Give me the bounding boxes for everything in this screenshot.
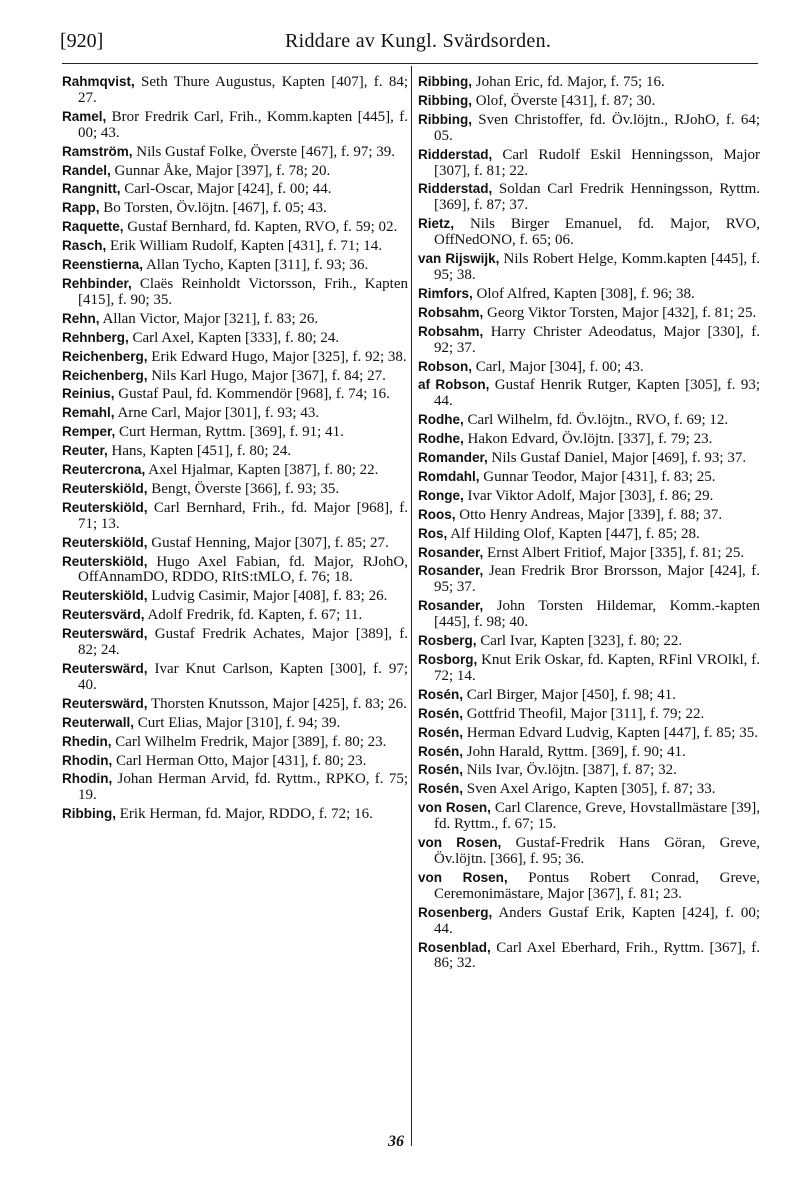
entry-name: Rehnberg, bbox=[62, 329, 129, 345]
entry-name: Remahl, bbox=[62, 405, 115, 421]
entry-details: Carl, Major [304], f. 00; 43. bbox=[472, 358, 644, 375]
register-entry bbox=[62, 181, 408, 198]
entry-details: Nils Gustaf Folke, Överste [467], f. 97; 39. bbox=[132, 143, 395, 160]
entry-details: Olof, Överste [431], f. 87; 30. bbox=[472, 92, 656, 109]
entry-details: Carl Clarence, Greve, Hovstallmästare [39], fd. Ryttm., f. 67; 15. bbox=[434, 800, 760, 833]
entry-name: Reutercrona, bbox=[62, 462, 146, 478]
entry-name: Romander, bbox=[418, 450, 488, 466]
register-entry bbox=[418, 469, 760, 486]
register-entry bbox=[62, 443, 408, 460]
entry-details: Gustaf Fredrik Achates, Major [389], f. 82; 24. bbox=[78, 626, 408, 659]
entry-name: Reuterskiöld, bbox=[62, 553, 148, 569]
entry-name: Reuter, bbox=[62, 443, 108, 459]
entry-details: Thorsten Knutsson, Major [425], f. 83; 26. bbox=[147, 695, 407, 712]
register-entry bbox=[62, 386, 408, 403]
entry-details: Harry Christer Adeodatus, Major [330], f. 92; 37. bbox=[434, 323, 760, 356]
register-entry bbox=[62, 771, 408, 804]
entry-name: Rosén, bbox=[418, 705, 464, 721]
page-header bbox=[60, 30, 756, 60]
entry-name: Ribbing, bbox=[62, 806, 116, 822]
entry-name: Rimfors, bbox=[418, 285, 473, 301]
register-entry bbox=[418, 74, 760, 91]
entry-name: Ribbing, bbox=[418, 92, 472, 108]
register-entry bbox=[418, 181, 760, 214]
entry-details: Carl Wilhelm, fd. Öv.löjtn., RVO, f. 69; 12. bbox=[463, 412, 729, 429]
right-column bbox=[418, 74, 760, 974]
entry-details: John Harald, Ryttm. [369], f. 90; 41. bbox=[463, 743, 686, 760]
entry-name: Romdahl, bbox=[418, 468, 480, 484]
entry-details: Nils Gustaf Daniel, Major [469], f. 93; 37. bbox=[487, 450, 747, 467]
entry-name: Reenstierna, bbox=[62, 257, 144, 273]
entry-name: Reuterswärd, bbox=[62, 695, 148, 711]
entry-details: Adolf Fredrik, fd. Kapten, f. 67; 11. bbox=[144, 607, 363, 624]
register-entry bbox=[418, 488, 760, 505]
register-entry bbox=[62, 200, 408, 217]
register-entry bbox=[62, 405, 408, 422]
entry-name: Rosander, bbox=[418, 563, 484, 579]
entry-details: Bror Fredrik Carl, Frih., Komm.kapten [445], f. 00; 43. bbox=[78, 108, 408, 141]
entry-details: Soldan Carl Fredrik Henningsson, Ryttm. [369], f. 87; 37. bbox=[434, 181, 760, 214]
entry-name: Reinius, bbox=[62, 386, 115, 402]
entry-name: Robsahm, bbox=[418, 304, 484, 320]
entry-name: Reuterskiöld, bbox=[62, 499, 148, 515]
register-entry bbox=[418, 412, 760, 429]
entry-details: Axel Hjalmar, Kapten [387], f. 80; 22. bbox=[145, 462, 379, 479]
entry-name: Ramel, bbox=[62, 108, 107, 124]
entry-name: Rosberg, bbox=[418, 633, 477, 649]
entry-details: Herman Edvard Ludvig, Kapten [447], f. 85; 35. bbox=[463, 724, 758, 741]
entry-name: Reuterskiöld, bbox=[62, 534, 148, 550]
entry-details: Carl Rudolf Eskil Henningsson, Major [307], f. 81; 22. bbox=[434, 146, 760, 179]
register-entry bbox=[418, 324, 760, 357]
entry-name: Rhedin, bbox=[62, 733, 112, 749]
entry-details: Erik Edward Hugo, Major [325], f. 92; 38. bbox=[147, 348, 407, 365]
page-folio: 36 bbox=[388, 1133, 404, 1150]
entry-name: Rodhe, bbox=[418, 431, 464, 447]
entry-name: Rhodin, bbox=[62, 752, 113, 768]
entry-name: Reuterskiöld, bbox=[62, 480, 148, 496]
register-entry bbox=[62, 368, 408, 385]
entry-details: Allan Tycho, Kapten [311], f. 93; 36. bbox=[143, 257, 369, 274]
entry-details: Carl Axel Eberhard, Frih., Ryttm. [367], f. 86; 32. bbox=[434, 939, 760, 972]
entry-details: Ivar Knut Carlson, Kapten [300], f. 97; 40. bbox=[78, 661, 408, 693]
entry-name: van Rijswijk, bbox=[418, 251, 500, 267]
register-entry bbox=[62, 424, 408, 441]
register-entry bbox=[62, 219, 408, 236]
register-entry bbox=[418, 687, 760, 704]
register-entry bbox=[418, 905, 760, 938]
register-entry bbox=[62, 462, 408, 479]
entry-name: Reichenberg, bbox=[62, 367, 148, 383]
entry-details: Gustaf Paul, fd. Kommendör [968], f. 74; 16. bbox=[114, 386, 390, 403]
entry-details: Hakon Edvard, Öv.löjtn. [337], f. 79; 23. bbox=[463, 431, 713, 448]
entry-name: Rosén, bbox=[418, 781, 464, 797]
entry-details: Carl Wilhelm Fredrik, Major [389], f. 80; 23. bbox=[111, 733, 387, 750]
entry-details: Otto Henry Andreas, Major [339], f. 88; 37. bbox=[455, 506, 723, 523]
entry-name: Rhodin, bbox=[62, 771, 113, 787]
entry-details: Gustaf Henning, Major [307], f. 85; 27. bbox=[147, 534, 389, 551]
entry-details: Pontus Robert Conrad, Greve, Ceremonimästare, Major [367], f. 81; 23. bbox=[434, 869, 760, 902]
register-entry bbox=[62, 238, 408, 255]
entry-details: Carl Bernhard, Frih., fd. Major [968], f. 71; 13. bbox=[78, 499, 408, 532]
register-entry bbox=[418, 744, 760, 761]
entry-details: Bengt, Överste [366], f. 93; 35. bbox=[147, 480, 340, 497]
entry-name: Rosén, bbox=[418, 762, 464, 778]
entry-name: Robson, bbox=[418, 358, 472, 374]
register-entry bbox=[418, 286, 760, 303]
entry-name: Rosenberg, bbox=[418, 904, 493, 920]
entry-name: Ramström, bbox=[62, 143, 133, 159]
page-number: [920] bbox=[60, 30, 104, 52]
entry-name: Remper, bbox=[62, 424, 116, 440]
entry-name: Ridderstad, bbox=[418, 146, 493, 162]
header-rule bbox=[62, 63, 758, 64]
register-entry bbox=[418, 633, 760, 650]
register-entry bbox=[418, 652, 760, 685]
entry-name: Robsahm, bbox=[418, 323, 484, 339]
entry-name: Reutersvärd, bbox=[62, 607, 145, 623]
entry-details: Carl Axel, Kapten [333], f. 80; 24. bbox=[128, 329, 340, 346]
entry-name: af Robson, bbox=[418, 377, 490, 393]
entry-details: Carl Birger, Major [450], f. 98; 41. bbox=[463, 686, 676, 703]
entry-details: Erik William Rudolf, Kapten [431], f. 71; 14. bbox=[106, 238, 383, 255]
entry-details: Seth Thure Augustus, Kapten [407], f. 84; 27. bbox=[78, 74, 408, 106]
register-entry bbox=[418, 251, 760, 284]
entry-details: Arne Carl, Major [301], f. 93; 43. bbox=[114, 405, 320, 422]
register-entry bbox=[62, 257, 408, 274]
entry-details: Sven Axel Arigo, Kapten [305], f. 87; 33. bbox=[463, 781, 716, 798]
register-entry bbox=[418, 940, 760, 973]
entry-name: Ridderstad, bbox=[418, 181, 493, 197]
entry-name: Rosén, bbox=[418, 686, 464, 702]
register-entry bbox=[418, 598, 760, 631]
entry-details: Ernst Albert Fritiof, Major [335], f. 81; 25. bbox=[483, 544, 745, 561]
entry-details: Hugo Axel Fabian, fd. Major, RJohO, OffAnnamDO, RDDO, RItS:tMLO, f. 76; 18. bbox=[78, 553, 408, 586]
register-entry bbox=[62, 806, 408, 823]
register-entry bbox=[418, 762, 760, 779]
entry-details: Anders Gustaf Erik, Kapten [424], f. 00; 44. bbox=[434, 904, 760, 937]
entry-name: Raquette, bbox=[62, 219, 124, 235]
entry-details: Olof Alfred, Kapten [308], f. 96; 38. bbox=[472, 285, 695, 302]
entry-details: Curt Elias, Major [310], f. 94; 39. bbox=[134, 714, 341, 731]
page-title: Riddare av Kungl. Svärdsorden. bbox=[285, 30, 552, 52]
register-entry bbox=[418, 526, 760, 543]
entry-details: Gottfrid Theofil, Major [311], f. 79; 22. bbox=[463, 705, 705, 722]
entry-details: Nils Birger Emanuel, fd. Major, RVO, OffNedONO, f. 65; 06. bbox=[434, 216, 760, 249]
entry-details: Gunnar Teodor, Major [431], f. 83; 25. bbox=[479, 468, 716, 485]
entry-name: Rahmqvist, bbox=[62, 74, 135, 89]
entry-name: von Rosen, bbox=[418, 869, 508, 885]
entry-details: Ludvig Casimir, Major [408], f. 83; 26. bbox=[147, 588, 388, 605]
entry-name: Rehbinder, bbox=[62, 275, 132, 291]
entry-details: Gustaf Henrik Rutger, Kapten [305], f. 93; 44. bbox=[434, 377, 761, 410]
entry-name: Reuterwall, bbox=[62, 714, 135, 730]
entry-name: Rosén, bbox=[418, 743, 464, 759]
register-entry bbox=[62, 554, 408, 587]
left-column bbox=[62, 74, 408, 825]
entry-details: Johan Eric, fd. Major, f. 75; 16. bbox=[472, 74, 665, 90]
register-entry bbox=[418, 507, 760, 524]
entry-details: Gunnar Åke, Major [397], f. 78; 20. bbox=[110, 162, 331, 179]
entry-details: Claës Reinholdt Victorsson, Frih., Kapten [415], f. 90; 35. bbox=[78, 275, 408, 308]
register-entry bbox=[62, 74, 408, 107]
entry-details: Jean Fredrik Bror Brorsson, Major [424], f. 95; 37. bbox=[434, 563, 760, 596]
entry-name: Rosander, bbox=[418, 598, 484, 614]
register-entry bbox=[418, 450, 760, 467]
entry-name: von Rosen, bbox=[418, 800, 491, 816]
register-entry bbox=[418, 377, 760, 410]
entry-details: Carl-Oscar, Major [424], f. 00; 44. bbox=[120, 181, 332, 198]
entry-name: Rehn, bbox=[62, 310, 100, 326]
register-entry bbox=[418, 781, 760, 798]
register-entry bbox=[418, 835, 760, 868]
register-entry bbox=[62, 607, 408, 624]
entry-details: Knut Erik Oskar, fd. Kapten, RFinl VROlkl, f. 72; 14. bbox=[434, 652, 760, 684]
register-entry bbox=[418, 359, 760, 376]
entry-details: Alf Hilding Olof, Kapten [447], f. 85; 28. bbox=[447, 525, 700, 542]
register-entry bbox=[62, 535, 408, 552]
entry-details: Bo Torsten, Öv.löjtn. [467], f. 05; 43. bbox=[99, 200, 327, 217]
register-entry bbox=[418, 216, 760, 249]
register-entry bbox=[62, 109, 408, 142]
entry-name: Reuterswärd, bbox=[62, 661, 148, 676]
register-entry bbox=[418, 545, 760, 562]
entry-details: Carl Ivar, Kapten [323], f. 80; 22. bbox=[476, 633, 683, 650]
entry-name: Reichenberg, bbox=[62, 348, 148, 364]
entry-details: Hans, Kapten [451], f. 80; 24. bbox=[107, 443, 292, 460]
register-entry bbox=[62, 753, 408, 770]
entry-name: Rosén, bbox=[418, 724, 464, 740]
register-entry bbox=[418, 305, 760, 322]
register-entry bbox=[418, 93, 760, 110]
register-entry bbox=[62, 661, 408, 694]
register-entry bbox=[62, 500, 408, 533]
register-entry bbox=[62, 696, 408, 713]
entry-name: Roos, bbox=[418, 506, 456, 522]
entry-name: Rosenblad, bbox=[418, 939, 491, 955]
register-entry bbox=[418, 431, 760, 448]
entry-details: Nils Ivar, Öv.löjtn. [387], f. 87; 32. bbox=[463, 762, 677, 779]
entry-details: Georg Viktor Torsten, Major [432], f. 81; 25. bbox=[483, 304, 757, 321]
entry-name: Reuterskiöld, bbox=[62, 588, 148, 604]
register-entry bbox=[418, 563, 760, 596]
register-entry bbox=[62, 163, 408, 180]
register-entry bbox=[62, 588, 408, 605]
register-entry bbox=[418, 147, 760, 180]
entry-name: Rangnitt, bbox=[62, 181, 121, 197]
entry-name: Rodhe, bbox=[418, 412, 464, 428]
entry-name: Rapp, bbox=[62, 200, 100, 216]
entry-details: Johan Herman Arvid, fd. Ryttm., RPKO, f. 75; 19. bbox=[78, 771, 408, 804]
entry-details: Sven Christoffer, fd. Öv.löjtn., RJohO, f. 64; 05. bbox=[434, 111, 760, 144]
entry-details: Gustaf Bernhard, fd. Kapten, RVO, f. 59; 02. bbox=[123, 219, 398, 236]
register-entry bbox=[62, 330, 408, 347]
entry-details: Carl Herman Otto, Major [431], f. 80; 23. bbox=[112, 752, 367, 769]
register-entry bbox=[418, 112, 760, 145]
entry-name: Rietz, bbox=[418, 216, 455, 232]
entry-details: John Torsten Hildemar, Komm.-kapten [445], f. 98; 40. bbox=[434, 598, 760, 631]
register-entry bbox=[418, 706, 760, 723]
register-entry bbox=[62, 734, 408, 751]
entry-name: Ros, bbox=[418, 525, 448, 541]
entry-details: Nils Robert Helge, Komm.kapten [445], f. 95; 38. bbox=[434, 251, 760, 283]
entry-name: Ribbing, bbox=[418, 74, 472, 89]
entry-details: Erik Herman, fd. Major, RDDO, f. 72; 16. bbox=[116, 806, 373, 823]
column-divider bbox=[411, 66, 412, 1146]
entry-name: Reuterswärd, bbox=[62, 626, 148, 642]
entry-name: Ribbing, bbox=[418, 111, 472, 127]
entry-name: Rasch, bbox=[62, 238, 107, 254]
register-entry bbox=[418, 870, 760, 903]
register-entry bbox=[418, 725, 760, 742]
entry-name: Randel, bbox=[62, 162, 111, 178]
entry-name: Ronge, bbox=[418, 487, 464, 503]
register-entry bbox=[62, 144, 408, 161]
entry-details: Ivar Viktor Adolf, Major [303], f. 86; 29. bbox=[463, 487, 714, 504]
entry-name: von Rosen, bbox=[418, 835, 502, 851]
entry-details: Gustaf-Fredrik Hans Göran, Greve, Öv.löjtn. [366], f. 95; 36. bbox=[434, 835, 760, 867]
register-entry bbox=[62, 311, 408, 328]
entry-details: Allan Victor, Major [321], f. 83; 26. bbox=[99, 310, 319, 327]
register-entry bbox=[62, 626, 408, 659]
entry-details: Nils Karl Hugo, Major [367], f. 84; 27. bbox=[147, 367, 386, 384]
register-entry bbox=[62, 481, 408, 498]
entry-name: Rosborg, bbox=[418, 652, 478, 667]
entry-details: Curt Herman, Ryttm. [369], f. 91; 41. bbox=[115, 424, 344, 441]
entry-name: Rosander, bbox=[418, 544, 484, 560]
register-entry bbox=[418, 800, 760, 833]
register-entry bbox=[62, 276, 408, 309]
register-entry bbox=[62, 715, 408, 732]
register-entry bbox=[62, 349, 408, 366]
